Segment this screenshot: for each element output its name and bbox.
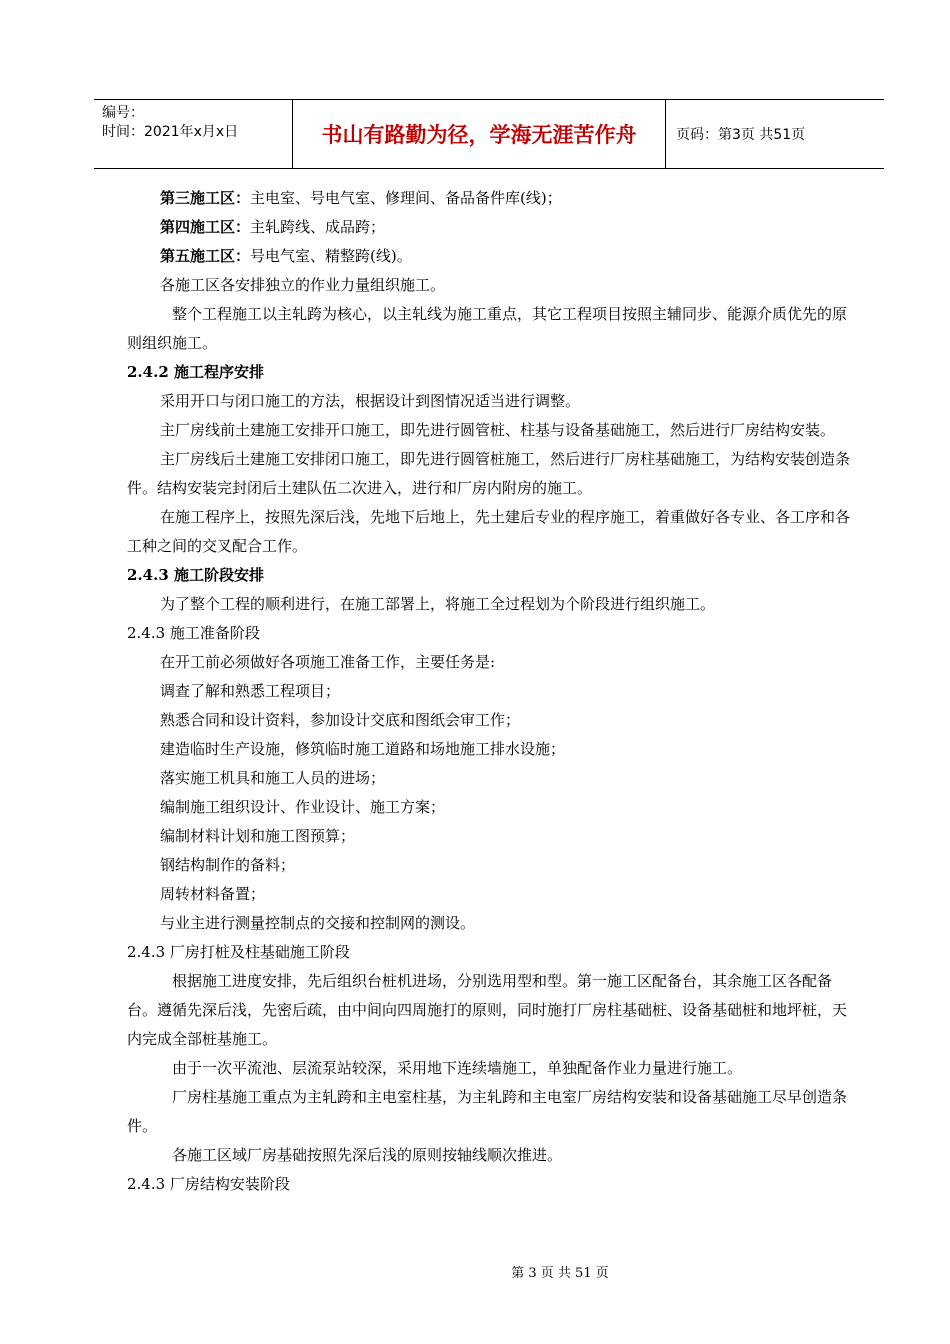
doc-number-label: 编号： (102, 105, 144, 121)
zone4-text: 主轧跨线、成品跨； (250, 218, 386, 236)
heading-2-4-3: 2.4.3 施工阶段安排 (127, 566, 264, 584)
paragraph-independent: 各施工区各安排独立的作业力量组织施工。 (160, 276, 446, 294)
paragraph-stages: 为了整个工程的顺利进行，在施工部署上，将施工全过程划为个阶段进行组织施工。 (160, 595, 716, 613)
paragraph-core: 整个工程施工以主轧跨为核心，以主轧线为施工重点，其它工程项目按照主辅同步、能源介质优先的原则组织施工。 (127, 305, 848, 352)
paragraph-pile-1: 根据施工进度安排，先后组织台桩机进场，分别选用型和型。第一施工区配备台，其余施工区各配备台。遵循先深后浅，先密后疏，由中间向四周施打的原则，同时施打厂房柱基础桩、设备基础桩和地坪桩，天内完成全部桩基施工。 (127, 972, 848, 1048)
zone5-line (127, 242, 853, 271)
document-body (127, 184, 853, 1199)
paragraph-back: 主厂房线后土建施工安排闭口施工，即先进行圆管桩施工，然后进行厂房柱基础施工，为结构安装创造条件。结构安装完封闭后土建队伍二次进入，进行和厂房内附房的施工。 (127, 450, 851, 497)
heading-structure-stage: 2.4.3 厂房结构安装阶段 (127, 1175, 290, 1193)
paragraph-program: 在施工程序上，按照先深后浅，先地下后地上，先土建后专业的程序施工，着重做好各专业、各工序和各工种之间的交叉配合工作。 (127, 508, 851, 555)
zone3-text: 主电室、号电气室、修理间、备品备件库(线)； (250, 189, 562, 207)
list-item: 调查了解和熟悉工程项目； (160, 682, 341, 700)
page-footer: 第 3 页 共 51 页 (511, 1266, 609, 1281)
list-item: 钢结构制作的备料； (160, 856, 296, 874)
list-item: 编制施工组织设计、作业设计、施工方案； (160, 798, 446, 816)
doc-time-label: 时间：2021年x月x日 (102, 124, 239, 140)
paragraph-pile-2: 由于一次平流池、层流泵站较深，采用地下连续墙施工，单独配备作业力量进行施工。 (172, 1059, 743, 1077)
header-meta (94, 100, 293, 168)
zone5-label: 第五施工区： (160, 247, 251, 265)
header-motto: 书山有路勤为径，学海无涯苦作舟 (293, 100, 666, 168)
page-header (94, 99, 884, 169)
zone4-line (127, 213, 853, 242)
zone3-line (127, 184, 853, 213)
list-item: 熟悉合同和设计资料，参加设计交底和图纸会审工作； (160, 711, 521, 729)
zone3-label: 第三施工区： (160, 189, 251, 207)
list-item: 编制材料计划和施工图预算； (160, 827, 356, 845)
paragraph-prep-intro: 在开工前必须做好各项施工准备工作，主要任务是: (160, 653, 496, 671)
paragraph-pile-4: 各施工区域厂房基础按照先深后浅的原则按轴线顺次推进。 (172, 1146, 563, 1164)
heading-pile-stage: 2.4.3 厂房打桩及柱基础施工阶段 (127, 943, 350, 961)
list-item: 落实施工机具和施工人员的进场； (160, 769, 386, 787)
heading-prep-stage: 2.4.3 施工准备阶段 (127, 624, 260, 642)
zone4-label: 第四施工区： (160, 218, 251, 236)
header-page-info: 页码：第3页 共51页 (676, 127, 806, 143)
list-item: 周转材料备置； (160, 885, 266, 903)
heading-2-4-2: 2.4.2 施工程序安排 (127, 363, 264, 381)
paragraph-open-close: 采用开口与闭口施工的方法，根据设计到图情况适当进行调整。 (160, 392, 581, 410)
paragraph-pile-3: 厂房柱基施工重点为主轧跨和主电室柱基，为主轧跨和主电室厂房结构安装和设备基础施工尽早创造条件。 (127, 1088, 848, 1135)
zone5-text: 号电气室、精整跨(线)。 (250, 247, 412, 265)
list-item: 与业主进行测量控制点的交接和控制网的测设。 (160, 914, 476, 932)
list-item: 建造临时生产设施，修筑临时施工道路和场地施工排水设施； (160, 740, 566, 758)
paragraph-front: 主厂房线前土建施工安排开口施工，即先进行圆管桩、柱基与设备基础施工，然后进行厂房结构安装。 (160, 421, 836, 439)
